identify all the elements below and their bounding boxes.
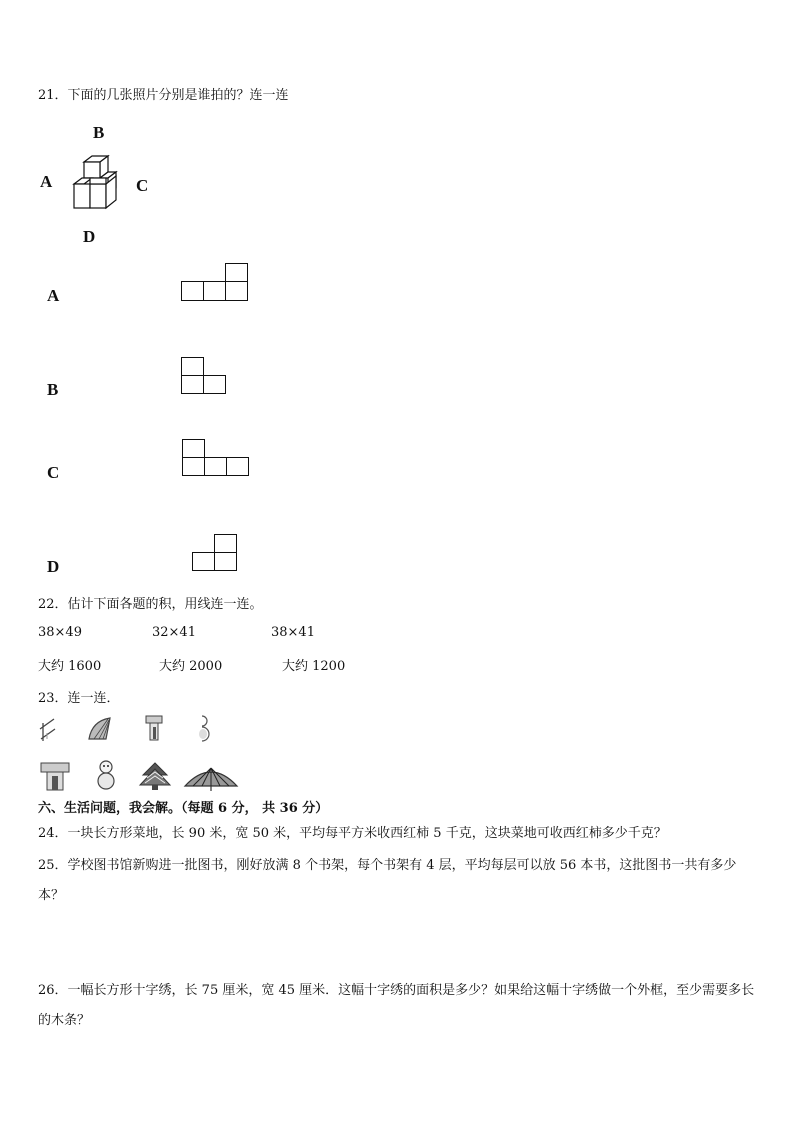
q22-product-2: 32×41: [152, 625, 196, 640]
q22-estimate-2: 大约 2000: [159, 659, 223, 674]
tree-image: [138, 761, 172, 791]
q22-product-3: 38×41: [271, 625, 315, 640]
direction-label-d: D: [83, 227, 96, 246]
view-label-c: C: [47, 463, 60, 482]
q23-text: 23．连一连．: [38, 691, 120, 706]
view-label-d: D: [47, 557, 60, 576]
q22-estimate-1: 大约 1600: [38, 659, 102, 674]
house-partial-view-image: [37, 715, 59, 743]
direction-label-c: C: [136, 176, 149, 195]
direction-label-b: B: [93, 123, 105, 142]
q26-text: 26．一幅长方形十字绣，长 75 厘米，宽 45 厘米．这幅十字绣的面积是多少？如果给这幅十字绣做一个外框，至少需要多长的木条？: [38, 983, 755, 1028]
view-label-b: B: [47, 380, 59, 399]
q24-text: 24．一块长方形菜地，长 90 米，宽 50 米，平均每平方米收西红柿 5 千克，这块菜地可收西红柿多少千克？: [38, 826, 667, 841]
q22-product-1: 38×49: [38, 625, 82, 640]
direction-label-a: A: [40, 172, 53, 191]
house-image: [39, 760, 71, 792]
lamp-partial-view-image: [142, 713, 166, 743]
q22-text: 22．估计下面各题的积，用线连一连。: [38, 597, 263, 612]
umbrella-image: [183, 764, 239, 792]
q25-text: 25．学校图书馆新购进一批图书，刚好放满 8 个书架，每个书架有 4 层，平均每层可以放 56 本书，这批图书一共有多少本？: [38, 858, 737, 903]
view-label-a: A: [47, 286, 60, 305]
snowman-image: [94, 758, 118, 792]
q21-text: 21．下面的几张照片分别是谁拍的？连一连: [38, 88, 289, 103]
snowman-partial-view-image: [193, 713, 211, 743]
umbrella-partial-view-image: [86, 715, 114, 743]
q22-estimate-3: 大约 1200: [282, 659, 346, 674]
section-6-title: 六、生活问题，我会解。（每题 6 分， 共 36 分）: [38, 801, 329, 816]
cube-stack-figure: [68, 154, 122, 212]
